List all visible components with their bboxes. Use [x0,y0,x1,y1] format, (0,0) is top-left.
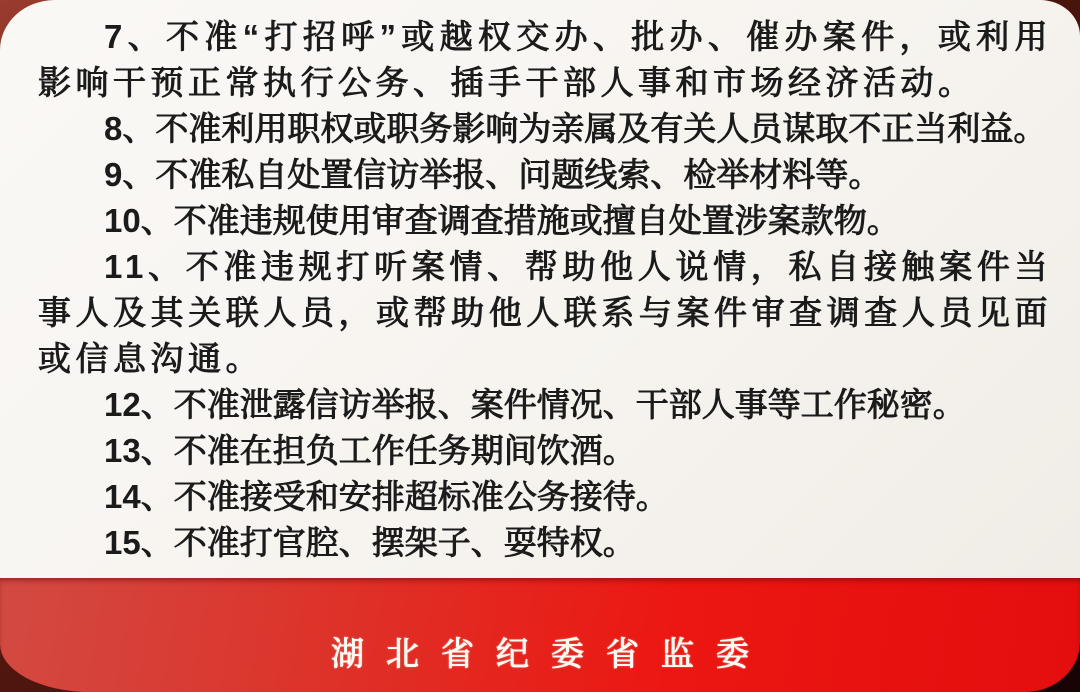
rule-number: 13 [104,432,141,469]
rule-number: 15 [104,524,141,561]
rule-enumerator: 、 [122,110,156,147]
rule-item-9 [38,152,1052,198]
rule-number: 7 [104,18,127,55]
issuing-organization: 湖北省纪委省监委 [331,635,771,672]
rule-enumerator: 、 [140,432,174,469]
rule-text: 不准“打招呼”或越权交办、批办、催办案件，或利用影响干预正常执行公务、插手干部人事和市场经济活动。 [38,18,1053,101]
rule-enumerator: 、 [140,524,174,561]
rule-number: 12 [104,386,141,423]
rule-item-15 [38,520,1052,566]
rule-number: 14 [104,478,141,515]
rule-number: 8 [104,110,123,147]
rule-text: 不准打官腔、摆架子、耍特权。 [173,524,636,561]
rule-text: 不准违规使用审查调查措施或擅自处置涉案款物。 [173,202,900,239]
rule-text: 不准利用职权或职务影响为亲属及有关人员谋取不正当利益。 [155,110,1047,147]
rule-item-10 [38,198,1052,244]
rule-enumerator: 、 [140,386,174,423]
rule-enumerator: 、 [122,156,156,193]
rule-number: 9 [104,156,123,193]
rule-text: 不准违规打听案情、帮助他人说情，私自接触案件当事人及其关联人员，或帮助他人联系与案件审查调查人员见面或信息沟通。 [38,248,1053,377]
rule-enumerator: 、 [147,248,186,285]
rule-item-14 [38,474,1052,520]
rule-enumerator: 、 [126,18,167,55]
rule-number: 11 [104,248,148,285]
rule-text: 不准泄露信访举报、案件情况、干部人事等工作秘密。 [173,386,966,423]
rule-enumerator: 、 [140,478,174,515]
rule-number: 10 [104,202,141,239]
card-footer-band [0,578,1080,692]
rule-enumerator: 、 [140,202,174,239]
rule-text: 不准在担负工作任务期间饮酒。 [173,432,636,469]
rule-text: 不准私自处置信访举报、问题线索、检举材料等。 [155,156,882,193]
rule-item-11 [38,244,1052,382]
rule-item-7 [38,14,1052,106]
rule-item-8 [38,106,1052,152]
rule-text: 不准接受和安排超标准公务接待。 [173,478,669,515]
rule-item-12 [38,382,1052,428]
rule-item-13 [38,428,1052,474]
